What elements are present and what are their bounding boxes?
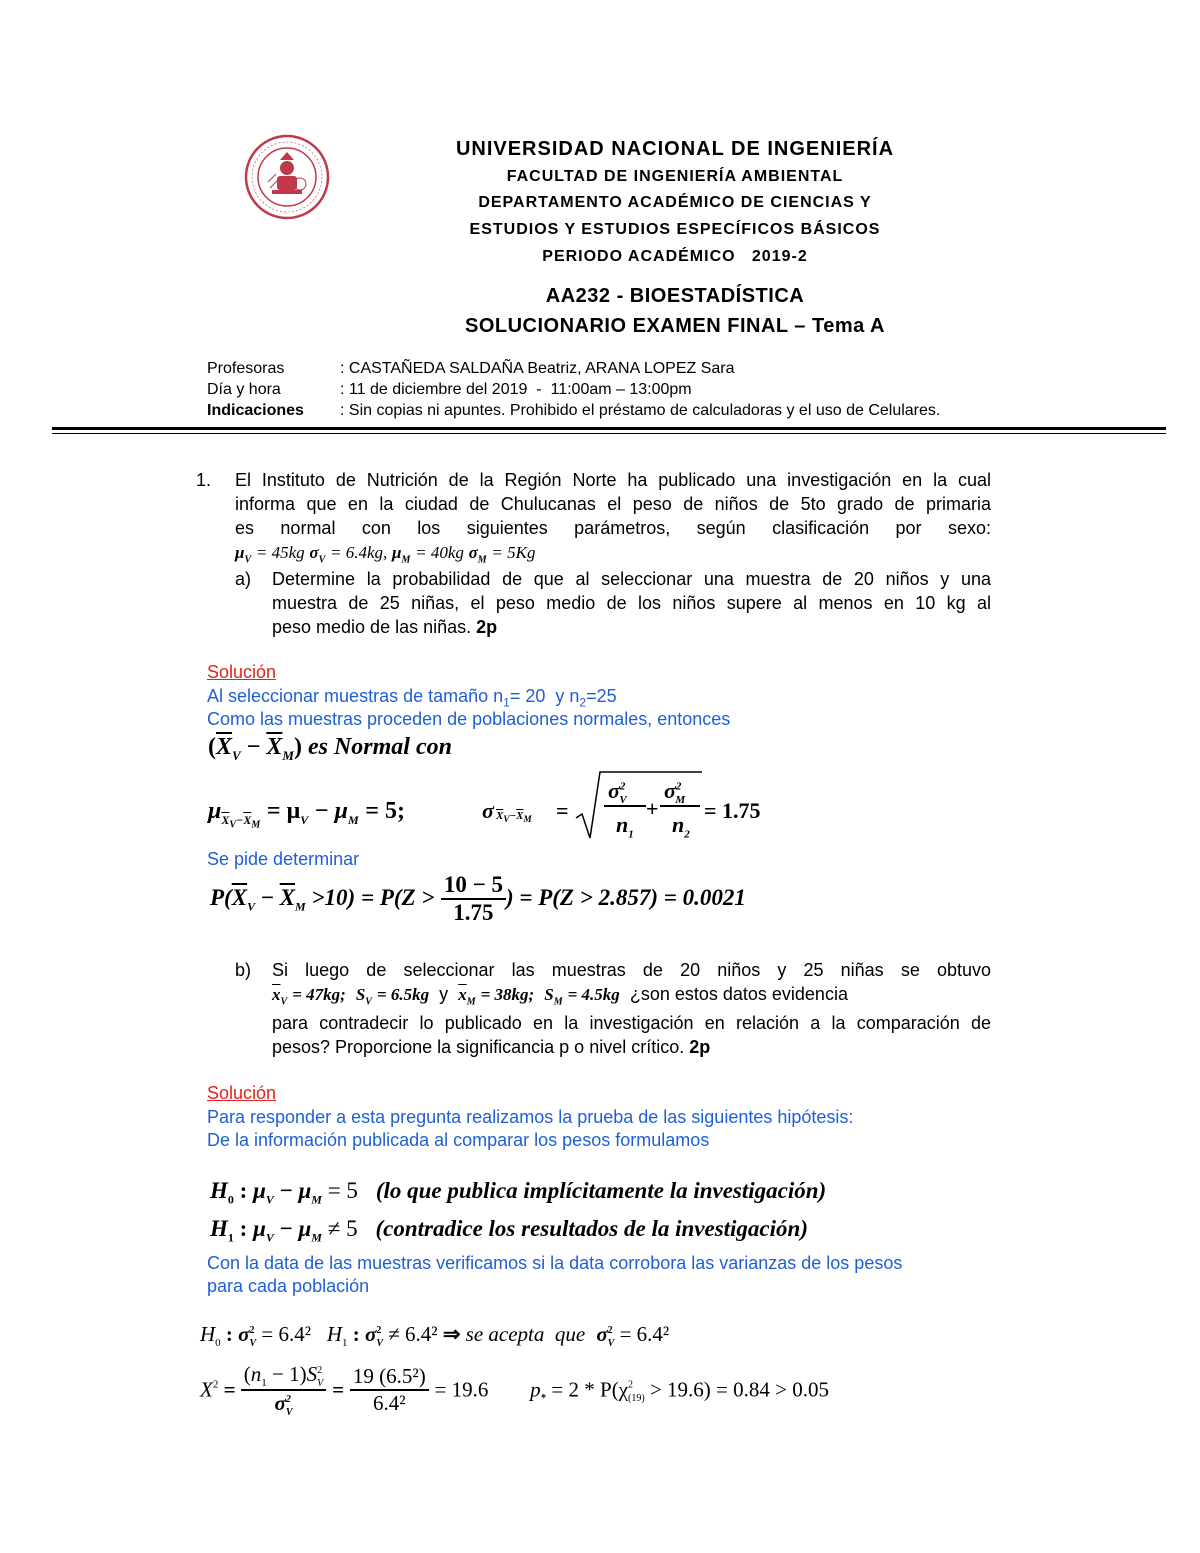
solution-b-line-3: Con la data de las muestras verificamos si la data corrobora las varianzas de los pesos: [207, 1253, 903, 1273]
solution-b-line-1: Para responder a esta pregunta realizamos la prueba de las siguientes hipótesis:: [207, 1107, 854, 1127]
variance-test: $H_0$ : $\sigma^2_V = 6.4^2$ $H_1$ : $\sigma^2_V \ne 6.4^2$ ⇒ se acepta que $\sigma^2_V = 6.4^2$: [200, 1322, 670, 1350]
part-a-line-2: muestra de 25 niñas, el peso medio de los niños supere al menos en 10 kg al: [272, 593, 991, 613]
teachers-label: Profesoras: [207, 360, 285, 377]
date-value: : 11 de diciembre del 2019 - 11:00am – 13:00pm: [340, 381, 692, 398]
department-line-2: ESTUDIOS Y ESTUDIOS ESPECÍFICOS BÁSICOS: [469, 221, 881, 238]
part-a-line-1: Determine la probabilidad de que al seleccionar una muestra de 20 niños y una: [272, 569, 991, 589]
chi-denominator: 6.4²: [373, 1391, 406, 1416]
question-number: 1.: [196, 470, 212, 490]
department-line-1: DEPARTAMENTO ACADÉMICO DE CIENCIAS Y: [478, 194, 872, 211]
part-a-label: a): [235, 569, 252, 589]
solution-b-title: Solución: [207, 1083, 277, 1103]
prob-numerator: 10 − 5: [441, 872, 506, 900]
exam-title: SOLUCIONARIO EXAMEN FINAL – Tema A: [464, 315, 885, 337]
prob-denominator: 1.75: [453, 900, 494, 925]
part-b-line-1: Si luego de seleccionar las muestras de 20 niños y 25 niñas se obtuvo: [272, 960, 991, 980]
chi-square-statistic: $X^2$ = $\frac{(n_1 - 1)S^2_V}{\sigma^2_V}$ = $\frac{\text{19 (6.5²)}}{\text{6.4²}}$ = 19.6 $p_* = 2 * P(\chi^2_{(19)} > 19.6) = 0.84 > 0.05$: [200, 1362, 829, 1419]
chi-numerator: 19 (6.5²): [350, 1364, 429, 1391]
solution-a-title: Solución: [207, 662, 277, 682]
part-b-points: 2p: [689, 1037, 711, 1057]
solution-a-line-1: Al seleccionar muestras de tamaño $n_1= 20$ y $n_2=25$: [207, 686, 617, 710]
normal-statement: $(\overline{X}_V - \overline{X}_M)$ es Normal con: [208, 734, 452, 763]
solution-a-line-3: Se pide determinar: [207, 849, 360, 869]
probability-equation: $P(\overline{X}_V - \overline{X}_M >10) = P(Z$ > $\frac{10 - 5}{1.75}$ ) = P(Z > 2.857) = 0.0021: [210, 872, 746, 925]
part-b-line-4: pesos? Proporcione la significancia p o nivel crítico. 2p: [272, 1037, 711, 1057]
question-line-2: informa que en la ciudad de Chulucanas el peso de niños de 5to grado de primaria: [235, 494, 991, 514]
alternative-hypothesis: $H_1$ : $\mu_V - \mu_M \ne 5$ (contradice los resultados de la investigación): [210, 1216, 808, 1245]
teachers-value: : CASTAÑEDA SALDAÑA Beatriz, ARANA LOPEZ Sara: [340, 360, 735, 377]
part-b-line-2: $\overline{x}_V = 47kg$; $S_V = 6.5kg$ y $\overline{x}_M = 38kg$; $S_M = 4.5kg$ ¿son estos datos evidencia: [272, 984, 848, 1008]
university-name: UNIVERSIDAD NACIONAL DE INGENIERÍA: [455, 138, 895, 160]
mean-equation: $\mu_{\overline{X}_V-\overline{X}_M} = \mu_V - \mu_M = 5$;: [208, 798, 405, 831]
part-b-line-3: para contradecir lo publicado en la investigación en relación a la comparación de: [272, 1013, 991, 1033]
faculty-name: FACULTAD DE INGENIERÍA AMBIENTAL: [506, 168, 844, 185]
question-line-1: El Instituto de Nutrición de la Región Norte ha publicado una investigación en la cual: [235, 470, 991, 490]
course-title: AA232 - BIOESTADÍSTICA: [545, 285, 805, 307]
part-b-label: b): [235, 960, 252, 980]
academic-period: PERIODO ACADÉMICO 2019-2: [542, 248, 808, 265]
solution-a-line-2: Como las muestras proceden de poblaciones normales, entonces: [207, 709, 731, 729]
instructions-value: : Sin copias ni apuntes. Prohibido el préstamo de calculadoras y el uso de Celulares.: [340, 402, 941, 419]
solution-b-line-4: para cada población: [207, 1276, 370, 1296]
part-a-points: 2p: [476, 617, 498, 637]
instructions-label: Indicaciones: [207, 402, 304, 419]
date-label: Día y hora: [207, 381, 281, 398]
null-hypothesis: $H_0$ : $\mu_V - \mu_M = 5$ (lo que publica implícitamente la investigación): [210, 1178, 827, 1207]
question-line-3: es normal con los siguientes parámetros, según clasificación por sexo:: [235, 518, 991, 538]
part-a-line-3: peso medio de las niñas. 2p: [272, 617, 498, 637]
header-divider-thin: [52, 433, 1166, 434]
solution-b-line-2: De la información publicada al comparar los pesos formulamos: [207, 1130, 710, 1150]
header-divider: [52, 427, 1166, 430]
parameters-line: $\mu_V = 45kg$ $\sigma_V = 6.4kg$, $\mu_M = 40kg$ $\sigma_M = 5Kg$: [235, 543, 536, 566]
